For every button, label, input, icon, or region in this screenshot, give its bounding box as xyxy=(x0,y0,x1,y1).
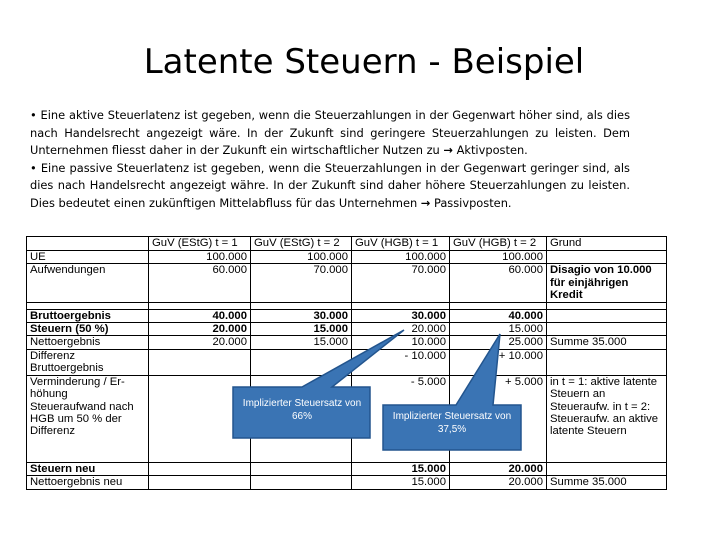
grund-disagio: Disagio von 10.000 für einjährigen Kredit xyxy=(547,264,667,302)
table-cell: 30.000 xyxy=(352,309,450,322)
bullet2-suffix: Passivposten. xyxy=(433,195,512,210)
table-cell: 20.000 xyxy=(450,462,547,475)
bullet1-suffix: Aktivposten. xyxy=(456,143,528,158)
table-cell: 100.000 xyxy=(251,251,352,264)
arrow-right-icon: → xyxy=(420,195,431,210)
table-cell: 40.000 xyxy=(149,309,251,322)
row-label: UE xyxy=(27,251,149,264)
arrow-right-icon: → xyxy=(443,143,453,158)
table-cell: Summe 35.000 xyxy=(547,476,667,489)
header-cell-estg-t1: GuV (EStG) t = 1 xyxy=(149,237,251,251)
bullet1-text: • Eine aktive Steuerlatenz ist gegeben, wenn die Steuerzahlungen in der Gegenwart höher sind, als dies nach Handelsrecht angezeigt wäre. In der Zukunft sind geringere Steuerzahlungen zu leisten. Dem Unternehmen fliesst daher in der Zukunft ein wirtschaftlicher Nutzen zu xyxy=(30,108,630,158)
table-cell: 60.000 xyxy=(149,264,251,302)
row-label: Nettoergebnis neu xyxy=(27,476,149,489)
table-cell: - 10.000 xyxy=(352,349,450,375)
table-cell: 20.000 xyxy=(352,323,450,336)
row-label: Verminderung / Er-höhung Steueraufwand nach HGB um 50 % der Differenz xyxy=(27,375,149,462)
row-label: Bruttoergebnis xyxy=(27,309,149,322)
header-cell-hgb-t2: GuV (HGB) t = 2 xyxy=(450,237,547,251)
table-cell: 40.000 xyxy=(450,309,547,322)
header-cell-hgb-t1: GuV (HGB) t = 1 xyxy=(352,237,450,251)
bullet2-text: • Eine passive Steuerlatenz ist gegeben, wenn die Steuerzahlungen in der Gegenwart geringer sind, als dies nach Handelsrecht angezeigt währe. In der Zukunft sind daher höhere Steuerzahlungen zu leisten. Dies bedeutet einen zukünftigen Mittelabfluss für das Unternehmen xyxy=(30,160,630,210)
table-cell: - 5.000 xyxy=(352,375,450,462)
table-cell: 15.000 xyxy=(251,323,352,336)
table-cell: 70.000 xyxy=(352,264,450,302)
table-cell: 70.000 xyxy=(251,264,352,302)
table-cell: 15.000 xyxy=(450,323,547,336)
slide-title: Latente Steuern - Beispiel xyxy=(143,42,585,82)
table-cell: 100.000 xyxy=(352,251,450,264)
table-cell: 10.000 xyxy=(352,336,450,349)
callout-left-text: Implizierter Steuersatz von 66% xyxy=(242,398,362,422)
table-cell: 100.000 xyxy=(149,251,251,264)
grund-latente-steuern: in t = 1: aktive latente Steuern an Steueraufw. in t = 2: Steueraufw. an aktive latente Steuern xyxy=(547,375,667,462)
table-cell: 60.000 xyxy=(450,264,547,302)
table-cell: Summe 35.000 xyxy=(547,336,667,349)
row-label: Steuern (50 %) xyxy=(27,323,149,336)
header-cell-estg-t2: GuV (EStG) t = 2 xyxy=(251,237,352,251)
table-cell: 20.000 xyxy=(149,336,251,349)
header-cell-grund: Grund xyxy=(547,237,667,251)
table-cell: 100.000 xyxy=(450,251,547,264)
table-cell: 30.000 xyxy=(251,309,352,322)
row-label: Aufwendungen xyxy=(27,264,149,302)
row-label: Differenz Bruttoergebnis xyxy=(27,349,149,375)
table-cell: 20.000 xyxy=(450,476,547,489)
table-cell: + 5.000 xyxy=(450,375,547,462)
table-cell: 20.000 xyxy=(149,323,251,336)
row-label: Nettoergebnis xyxy=(27,336,149,349)
table-cell: 15.000 xyxy=(352,462,450,475)
table-cell: 25.000 xyxy=(450,336,547,349)
table-cell: 15.000 xyxy=(251,336,352,349)
row-label: Steuern neu xyxy=(27,462,149,475)
table-cell: + 10.000 xyxy=(450,349,547,375)
table-cell: 15.000 xyxy=(352,476,450,489)
callout-right-text: Implizierter Steuersatz von 37,5% xyxy=(392,411,512,435)
